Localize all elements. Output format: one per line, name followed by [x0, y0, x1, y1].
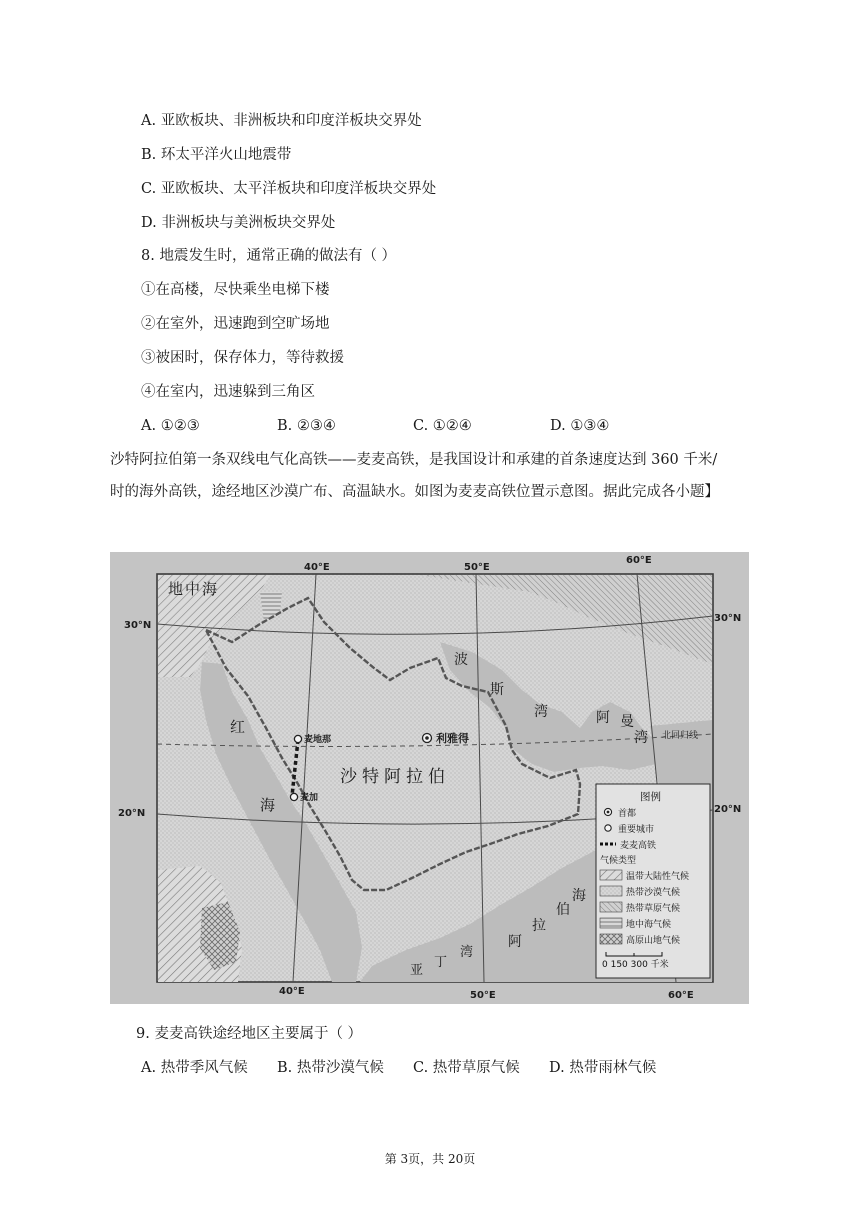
q8-item-1: ①在高楼，尽快乘坐电梯下楼 [141, 282, 330, 298]
label-persian-1: 波 [454, 652, 468, 668]
svg-text:气候类型: 气候类型 [600, 856, 637, 866]
label-aden-2: 丁 [434, 955, 448, 970]
q9-choice-a: A. 热带季风气候 [141, 1060, 248, 1076]
q8-item-3: ③被困时，保存体力，等待救援 [141, 350, 344, 366]
label-aden-1: 亚 [410, 963, 424, 978]
label-mediterranean: 地中海 [168, 580, 220, 598]
q7-option-d: D. 非洲板块与美洲板块交界处 [141, 215, 336, 231]
map-lon-top-40: 40°E [304, 562, 330, 573]
label-oman-1: 阿 [596, 710, 610, 726]
map-lon-bottom-50: 50°E [470, 990, 496, 1001]
map-lat-right-20: 20°N [714, 804, 742, 815]
label-red-sea-2: 海 [260, 796, 276, 814]
label-persian-2: 斯 [490, 682, 504, 698]
svg-text:热带沙漠气候: 热带沙漠气候 [626, 888, 681, 898]
label-arabian-1: 海 [572, 888, 586, 904]
map-legend [596, 784, 710, 978]
svg-text:首都: 首都 [618, 809, 637, 819]
q8-choice-b: B. ②③④ [277, 418, 336, 434]
label-oman-3: 湾 [634, 730, 648, 746]
q8-choice-a: A. ①②③ [141, 418, 200, 434]
label-capital: 利雅得 [436, 732, 469, 745]
q9-choice-d: D. 热带雨林气候 [549, 1060, 657, 1076]
map-lon-top-50: 50°E [464, 562, 490, 573]
svg-text:重要城市: 重要城市 [618, 825, 655, 835]
q9-choice-b: B. 热带沙漠气候 [277, 1060, 384, 1076]
svg-text:热带草原气候: 热带草原气候 [626, 904, 681, 914]
q7-option-c: C. 亚欧板块、太平洋板块和印度洋板块交界处 [141, 181, 437, 197]
label-tropic: 北回归线 [662, 731, 699, 741]
svg-text:0 150 300 千米: 0 150 300 千米 [602, 960, 669, 970]
label-aden-3: 湾 [460, 945, 474, 960]
q9-stem: 9. 麦麦高铁途经地区主要属于（ ） [136, 1026, 363, 1042]
svg-text:地中海气候: 地中海气候 [626, 920, 672, 930]
label-arabian-4: 阿 [508, 934, 522, 950]
label-oman-2: 曼 [620, 714, 634, 730]
q8-stem: 8. 地震发生时，通常正确的做法有（ ） [141, 248, 397, 264]
q7-option-b: B. 环太平洋火山地震带 [141, 147, 292, 163]
label-country: 沙特阿拉伯 [340, 767, 450, 787]
q8-item-4: ④在室内，迅速躲到三角区 [141, 384, 315, 400]
svg-text:麦麦高铁: 麦麦高铁 [620, 841, 657, 851]
q8-choice-c: C. ①②④ [413, 418, 472, 434]
map-lon-top-60: 60°E [626, 555, 652, 566]
map-lat-right-30: 30°N [714, 613, 742, 624]
map-lat-left-30: 30°N [124, 620, 152, 631]
label-red-sea-1: 红 [230, 718, 246, 736]
label-medina: 麦地那 [304, 735, 332, 745]
q9-choice-c: C. 热带草原气候 [413, 1060, 520, 1076]
q8-item-2: ②在室外，迅速跑到空旷场地 [141, 316, 330, 332]
label-persian-3: 湾 [534, 704, 548, 720]
passage-line-1: 沙特阿拉伯第一条双线电气化高铁——麦麦高铁，是我国设计和承建的首条速度达到 360 千米/ [110, 452, 718, 468]
svg-text:温带大陆性气候: 温带大陆性气候 [626, 872, 690, 882]
page-footer: 第 3页，共 20页 [384, 1152, 476, 1166]
railway-location-map [110, 552, 749, 1004]
label-arabian-3: 拉 [532, 918, 546, 934]
map-lat-left-20: 20°N [118, 808, 146, 819]
svg-text:高原山地气候: 高原山地气候 [626, 936, 681, 946]
q7-option-a: A. 亚欧板块、非洲板块和印度洋板块交界处 [141, 113, 422, 129]
passage-line-2: 时的海外高铁，途经地区沙漠广布、高温缺水。如图为麦麦高铁位置示意图。据此完成各小题】 [110, 484, 719, 500]
svg-text:图例: 图例 [640, 791, 661, 803]
label-arabian-2: 伯 [556, 902, 570, 918]
q8-choice-d: D. ①③④ [550, 418, 610, 434]
map-lon-bottom-40: 40°E [279, 986, 305, 997]
label-mecca: 麦加 [300, 793, 319, 803]
map-lon-bottom-60: 60°E [668, 990, 694, 1001]
